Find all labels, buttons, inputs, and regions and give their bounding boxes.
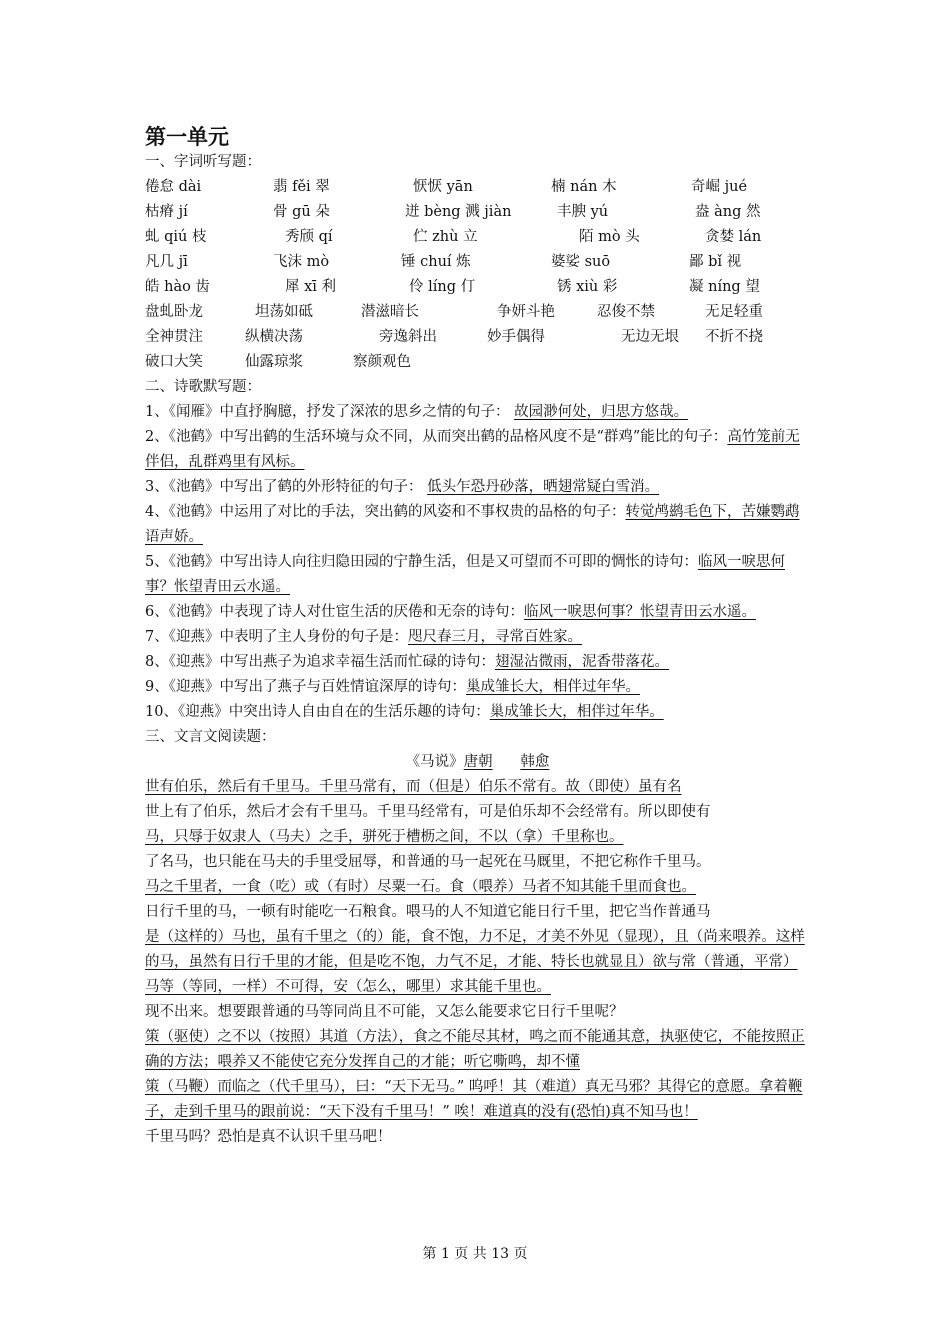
- page-number: 第 1 页 共 13 页: [422, 1246, 528, 1262]
- poem-question-3: [145, 475, 810, 500]
- vocab-row: [145, 200, 810, 225]
- question-text: 7、《迎燕》中表明了主人身份的句子是：: [145, 629, 408, 645]
- classical-paragraph-5: [145, 1025, 810, 1075]
- classical-paragraph-2: [145, 825, 810, 875]
- translation-text: 了名马，也只能在马夫的手里受屈辱，和普通的马一起死在马厩里，不把它称作千里马。: [145, 854, 711, 870]
- vocab-item: 伶 líng 仃: [409, 279, 476, 295]
- idiom-item: 妙手偶得: [487, 329, 545, 345]
- vocab-item: 皓 hào 齿: [145, 279, 210, 295]
- idiom-item: 旁逸斜出: [379, 329, 437, 345]
- answer-text: 巢成雏长大，相伴过年华。: [489, 704, 664, 720]
- idiom-item: 潜滋暗长: [361, 304, 419, 320]
- vocab-item: 翡 fěi 翠: [273, 179, 330, 195]
- question-text: 10、《迎燕》中突出诗人自由自在的生活乐趣的诗句：: [145, 704, 490, 720]
- classical-paragraph-1: [145, 775, 810, 825]
- vocab-row: [145, 175, 810, 200]
- document-body: [145, 150, 810, 1150]
- answer-text: 高竹笼前无伴侣，乱群鸡里有风标。: [145, 429, 800, 470]
- vocab-item: 陌 mò 头: [579, 229, 640, 245]
- translation-text: 世上有了伯乐，然后才会有千里马。千里马经常有，可是伯乐却不会经常有。所以即使有: [145, 804, 711, 820]
- question-text: 3、《池鹤》中写出了鹤的外形特征的句子：: [145, 479, 428, 495]
- question-text: 8、《迎燕》中写出燕子为追求幸福生活而忙碌的诗句：: [145, 654, 495, 670]
- idiom-row: [145, 300, 810, 325]
- vocab-item: 虬 qiú 枝: [145, 229, 207, 245]
- vocab-item: 飞沫 mò: [273, 254, 330, 270]
- vocab-item: 骨 gū 朵: [273, 204, 330, 220]
- vocab-item: 迸 bèng 溅 jiàn: [405, 204, 512, 220]
- poem-question-8: [145, 650, 810, 675]
- idiom-item: 破口大笑: [145, 354, 203, 370]
- answer-text: 故园渺何处，归思方悠哉。: [514, 404, 689, 420]
- vocab-item: 贪婪 lán: [705, 229, 762, 245]
- idiom-item: 仙露琼浆: [245, 354, 303, 370]
- poem-question-2: [145, 425, 810, 475]
- poem-question-4: [145, 500, 810, 550]
- vocab-item: 犀 xī 利: [285, 279, 337, 295]
- vocab-item: 秀颀 qí: [285, 229, 333, 245]
- translation-text: 日行千里的马，一顿有时能吃一石粮食。喂马的人不知道它能日行千里，把它当作普通马: [145, 904, 711, 920]
- idiom-item: 坦荡如砥: [255, 304, 313, 320]
- question-text: 1、《闻雁》中直抒胸臆，抒发了深浓的思乡之情的句子：: [145, 404, 515, 420]
- poem-question-5: [145, 550, 810, 600]
- work-dynasty: 唐朝: [463, 754, 493, 770]
- idiom-item: 察颜观色: [353, 354, 411, 370]
- vocab-item: 锤 chuí 炼: [401, 254, 471, 270]
- classical-paragraph-3: [145, 875, 810, 925]
- poem-question-6: [145, 600, 810, 625]
- vocab-item: 锈 xiù 彩: [557, 279, 618, 295]
- original-text: 策（驱使）之不以（按照）其道（方法），食之不能尽其材，鸣之而不能通其意，执驱使它，不能按照正确的方法；喂养又不能使它充分发挥自己的才能；听它嘶鸣，却不懂: [145, 1029, 805, 1070]
- answer-text: 临风一唳思何事？怅望青田云水遥。: [523, 604, 756, 620]
- classical-paragraph-4: [145, 925, 810, 1025]
- original-text: 世有伯乐，然后有千里马。千里马常有，而（但是）伯乐不常有。故（即使）虽有名: [145, 779, 682, 795]
- poem-question-1: [145, 400, 810, 425]
- question-text: 5、《池鹤》中写出诗人向往归隐田园的宁静生活，但是又可望而不可即的惆怅的诗句：: [145, 554, 698, 570]
- vocab-item: 枯瘠 jí: [145, 204, 188, 220]
- idiom-row: [145, 325, 810, 350]
- vocab-item: 伫 zhù 立: [413, 229, 478, 245]
- translation-text: 现不出来。想要跟普通的马等同尚且不可能，又怎么能要求它日行千里呢？: [145, 1004, 624, 1020]
- poem-question-10: [145, 700, 810, 725]
- classical-paragraph-6: [145, 1075, 810, 1150]
- vocab-item: 凝 níng 望: [689, 279, 760, 295]
- idiom-item: 无边无垠: [621, 329, 679, 345]
- question-text: 2、《池鹤》中写出鹤的生活环境与众不同，从而突出鹤的品格风度不是“群鸡”能比的句子：: [145, 429, 728, 445]
- vocab-item: 倦怠 dài: [145, 179, 202, 195]
- idiom-item: 不折不挠: [705, 329, 763, 345]
- answer-text: 巢成雏长大，相伴过年华。: [465, 679, 640, 695]
- question-text: 9、《迎燕》中写出了燕子与百姓情谊深厚的诗句：: [145, 679, 466, 695]
- vocab-row: [145, 225, 810, 250]
- poem-question-7: [145, 625, 810, 650]
- idiom-item: 争妍斗艳: [497, 304, 555, 320]
- vocab-item: 凡几 jī: [145, 254, 188, 270]
- vocab-item: 盎 àng 然: [695, 204, 761, 220]
- original-text: 马，只辱于奴隶人（马夫）之手，骈死于槽枥之间，不以（拿）千里称也。: [145, 829, 624, 845]
- question-text: 4、《池鹤》中运用了对比的手法，突出鹤的风姿和不事权贵的品格的句子：: [145, 504, 626, 520]
- original-text: 马之千里者，一食（吃）或（有时）尽粟一石。食（喂养）马者不知其能千里而食也。: [145, 879, 696, 895]
- original-text: 策（马鞭）而临之（代千里马），曰：“天下无马。” 呜呼！其（难道）真无马邪？其得它的意愿。拿着鞭子，走到千里马的跟前说：“天下没有千里马！” 唉！难道真的没有(恐怕)真不知马也！: [145, 1079, 803, 1120]
- translation-text: 千里马吗？恐怕是真不认识千里马吧！: [145, 1129, 392, 1145]
- vocab-item: 丰腴 yú: [557, 204, 609, 220]
- classical-text-title: [145, 750, 810, 775]
- idiom-item: 盘虬卧龙: [145, 304, 203, 320]
- section3-heading: 三、文言文阅读题：: [145, 729, 276, 745]
- idiom-item: 全神贯注: [145, 329, 203, 345]
- poem-question-9: [145, 675, 810, 700]
- vocab-item: 鄙 bǐ 视: [689, 254, 742, 270]
- answer-text: 翅湿沾微雨，泥香带落花。: [494, 654, 669, 670]
- work-author: 韩愈: [520, 754, 550, 770]
- answer-text: 咫尺春三月，寻常百姓家。: [407, 629, 582, 645]
- vocab-item: 婆娑 suō: [551, 254, 611, 270]
- vocab-item: 恹恹 yān: [413, 179, 473, 195]
- unit-title: 第一单元: [145, 124, 229, 149]
- idiom-item: 忍俊不禁: [597, 304, 655, 320]
- section2-heading: 二、诗歌默写题：: [145, 379, 261, 395]
- idiom-row: [145, 350, 810, 375]
- vocab-row: [145, 250, 810, 275]
- answer-text: 临风一唳思何事？怅望青田云水遥。: [145, 554, 785, 595]
- answer-text: 转觉鸬鹚毛色下，苦嫌鹦鹉语声娇。: [145, 504, 800, 545]
- vocab-item: 楠 nán 木: [551, 179, 617, 195]
- vocab-row: [145, 275, 810, 300]
- work-title: 《马说》: [405, 754, 464, 770]
- idiom-item: 纵横决荡: [245, 329, 303, 345]
- vocab-item: 奇崛 jué: [691, 179, 748, 195]
- answer-text: 低头乍恐丹砂落，晒翅常疑白雪消。: [427, 479, 660, 495]
- section1-heading: 一、字词听写题：: [145, 154, 261, 170]
- original-text: 是（这样的）马也，虽有千里之（的）能，食不饱，力不足，才美不外见（显现），且（尚来喂养。这样的马，虽然有日行千里的才能，但是吃不饱，力气不足，才能、特长也就显且）欲与常（普通，平常）马等（等同，一样）不可得，安（怎么，哪里）求其能千里也。: [145, 929, 805, 995]
- idiom-item: 无足轻重: [705, 304, 763, 320]
- question-text: 6、《池鹤》中表现了诗人对仕宦生活的厌倦和无奈的诗句：: [145, 604, 524, 620]
